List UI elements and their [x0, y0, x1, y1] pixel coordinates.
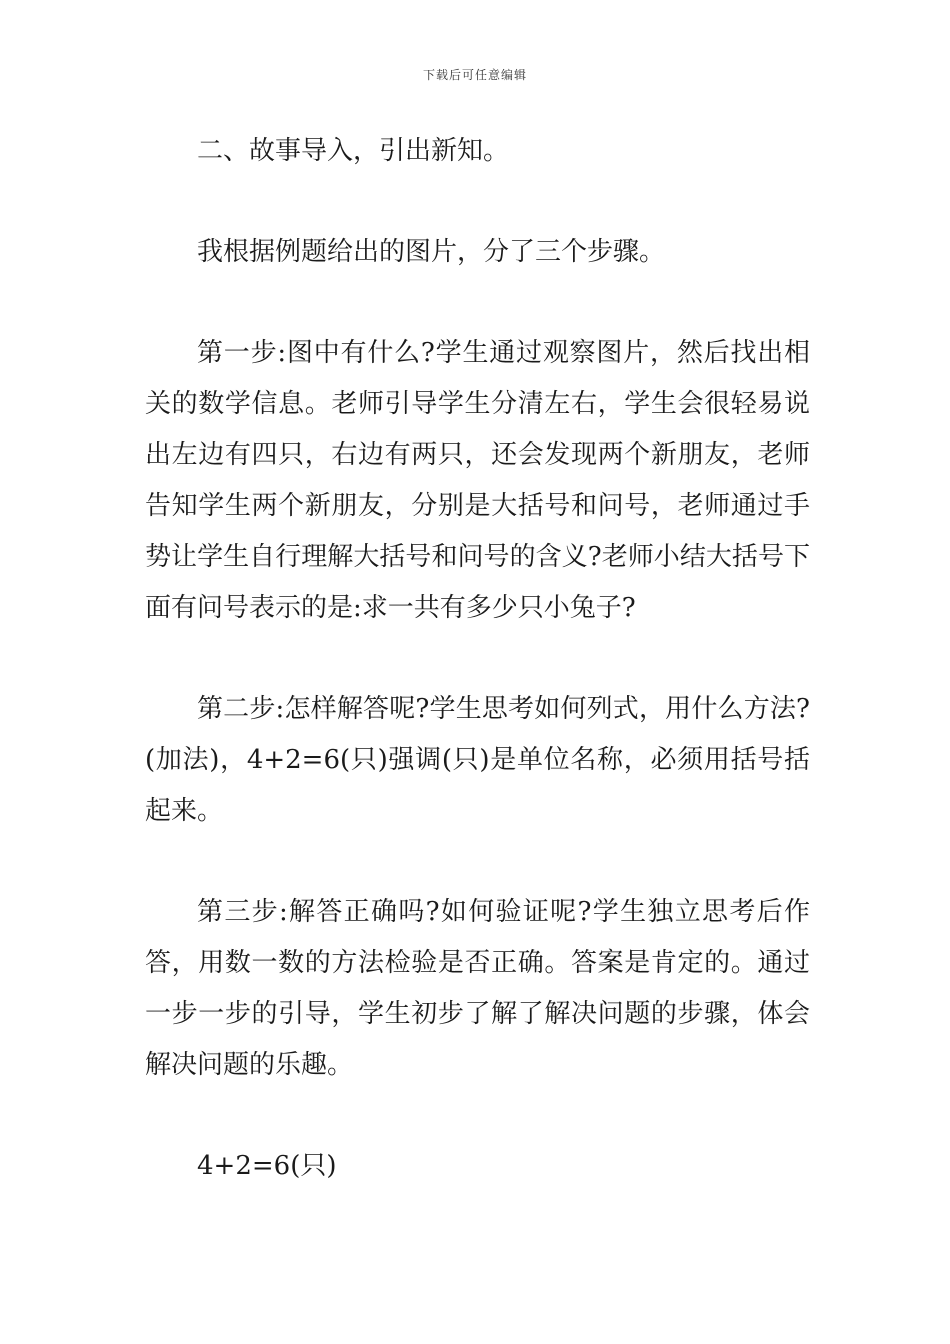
paragraph-step-two: 第二步:怎样解答呢?学生思考如何列式，用什么方法?(加法)，4+2=6(只)强调(只)是单位名称，必须用括号括起来。: [145, 694, 810, 826]
paragraph-intro: 我根据例题给出的图片，分了三个步骤。: [197, 237, 666, 267]
paragraph-step-one: 第一步:图中有什么?学生通过观察图片，然后找出相关的数学信息。老师引导学生分清左右，学生会很轻易说出左边有四只，右边有两只，还会发现两个新朋友，老师告知学生两个新朋友，分别是大括号和问号，老师通过手势让学生自行理解大括号和问号的含义?老师小结大括号下面有问号表示的是:求一共有多少只小兔子?: [145, 338, 810, 623]
section-heading: 二、故事导入，引出新知。: [197, 136, 510, 166]
page-header-note: 下载后可任意编辑: [422, 68, 527, 82]
document-body: [145, 126, 810, 1192]
equation-line: 4+2=6(只): [197, 1151, 337, 1181]
paragraph-step-three: 第三步:解答正确吗?如何验证呢?学生独立思考后作答，用数一数的方法检验是否正确。答案是肯定的。通过一步一步的引导，学生初步了解了解决问题的步骤，体会解决问题的乐趣。: [145, 897, 810, 1080]
